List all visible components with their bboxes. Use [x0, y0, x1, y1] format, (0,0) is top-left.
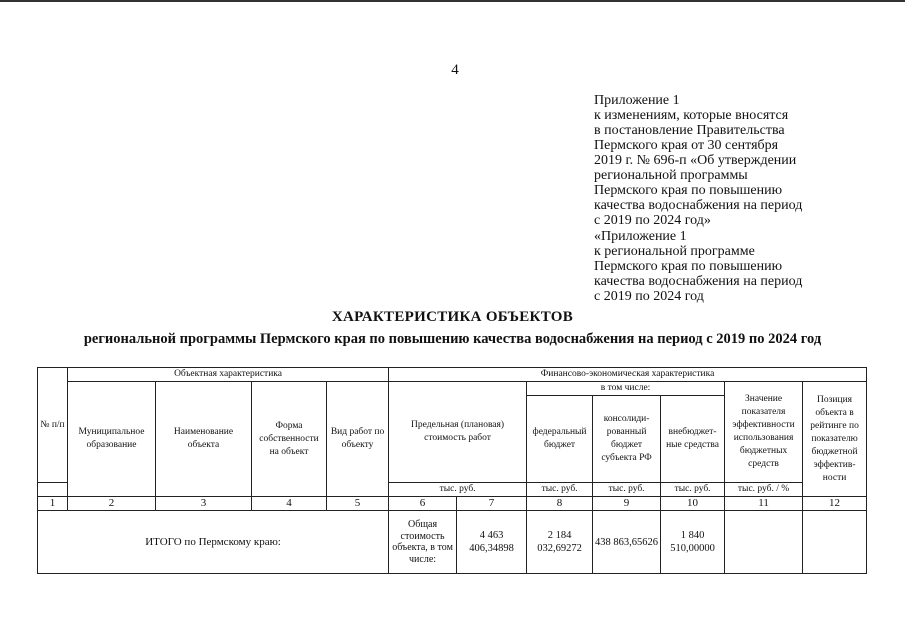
extrabudget-value: 1 840 510,00000: [661, 511, 725, 574]
efficiency-value: [725, 511, 803, 574]
appendix-note-line: качества водоснабжения на период: [594, 198, 803, 213]
federal-budget-value: 2 184 032,69272: [527, 511, 593, 574]
col-header-object-name: Наименование объекта: [156, 382, 252, 497]
table-header-row: [38, 382, 867, 396]
column-number: 3: [156, 497, 252, 511]
column-number: 9: [593, 497, 661, 511]
unit-efficiency: тыс. руб. / %: [725, 483, 803, 497]
table-column-numbers-row: [38, 497, 867, 511]
page-top-border: [0, 0, 905, 2]
unit-max-cost: тыс. руб.: [389, 483, 527, 497]
unit-federal: тыс. руб.: [527, 483, 593, 497]
appendix-note-line: в постановление Правительства: [594, 123, 785, 138]
column-number: 11: [725, 497, 803, 511]
consolidated-budget-value: 438 863,65626: [593, 511, 661, 574]
appendix-note-line: с 2019 по 2024 год: [594, 289, 704, 304]
document-subtitle: региональной программы Пермского края по повышению качества водоснабжения на период с 2019 по 2024 год: [83, 331, 822, 347]
unit-extrabudget: тыс. руб.: [661, 483, 725, 497]
position-value: [803, 511, 867, 574]
col-header-work-type: Вид работ по объекту: [327, 382, 389, 497]
document-title: ХАРАКТЕРИСТИКА ОБЪЕКТОВ: [331, 309, 574, 325]
col-header-position: Позиция объекта в рейтинге по показателю бюджетной эффектив-ности: [803, 382, 867, 497]
col-header-ownership: Форма собственности на объект: [252, 382, 327, 497]
column-number: 1: [38, 497, 68, 511]
appendix-note-line: Пермского края по повышению: [594, 259, 783, 274]
subgroup-header-in-that-number: в том числе:: [527, 382, 725, 396]
col-header-extrabudget: внебюджет-ные средства: [661, 396, 725, 483]
column-number: 2: [68, 497, 156, 511]
appendix-note-line: к изменениям, которые вносятся: [594, 108, 789, 123]
column-number: 10: [661, 497, 725, 511]
column-number: 7: [457, 497, 527, 511]
objects-table: [37, 367, 867, 574]
total-label: ИТОГО по Пермскому краю:: [38, 511, 389, 574]
total-description: Общая стоимость объекта, в том числе:: [389, 511, 457, 574]
appendix-note-line: качества водоснабжения на период: [594, 274, 803, 289]
appendix-note-line: Пермского края от 30 сентября: [594, 138, 779, 153]
appendix-note-2: [594, 229, 802, 304]
appendix-note-line: 2019 г. № 696-п «Об утверждении: [594, 153, 797, 168]
column-number: 12: [803, 497, 867, 511]
col-header-efficiency: Значение показателя эффективности использования бюджетных средств: [725, 382, 803, 483]
page-number: 4: [451, 62, 459, 78]
column-number: 6: [389, 497, 457, 511]
appendix-note-line: с 2019 по 2024 год»: [594, 213, 711, 228]
column-number: 5: [327, 497, 389, 511]
col-header-max-cost: Предельная (плановая) стоимость работ: [389, 382, 527, 483]
col-header-federal: федеральный бюджет: [527, 396, 593, 483]
col-header-consolidated: консолиди-рованный бюджет субъекта РФ: [593, 396, 661, 483]
table-header-row: [38, 368, 867, 382]
appendix-note-1: [594, 93, 802, 228]
appendix-note-line: к региональной программе: [594, 244, 755, 259]
col-header-number: № п/п: [38, 368, 68, 483]
units-empty-cell: [38, 483, 68, 497]
total-cost-value: 4 463 406,34898: [457, 511, 527, 574]
appendix-note-line: Приложение 1: [594, 93, 680, 108]
table-total-row: [38, 511, 867, 574]
group-header-object: Объектная характеристика: [68, 368, 389, 382]
appendix-note-line: региональной программы: [594, 168, 748, 183]
column-number: 4: [252, 497, 327, 511]
group-header-finance: Финансово-экономическая характеристика: [389, 368, 867, 382]
col-header-municipality: Муниципальное образование: [68, 382, 156, 497]
unit-consolidated: тыс. руб.: [593, 483, 661, 497]
column-number: 8: [527, 497, 593, 511]
appendix-note-line: Пермского края по повышению: [594, 183, 783, 198]
appendix-note-line: «Приложение 1: [594, 229, 687, 244]
